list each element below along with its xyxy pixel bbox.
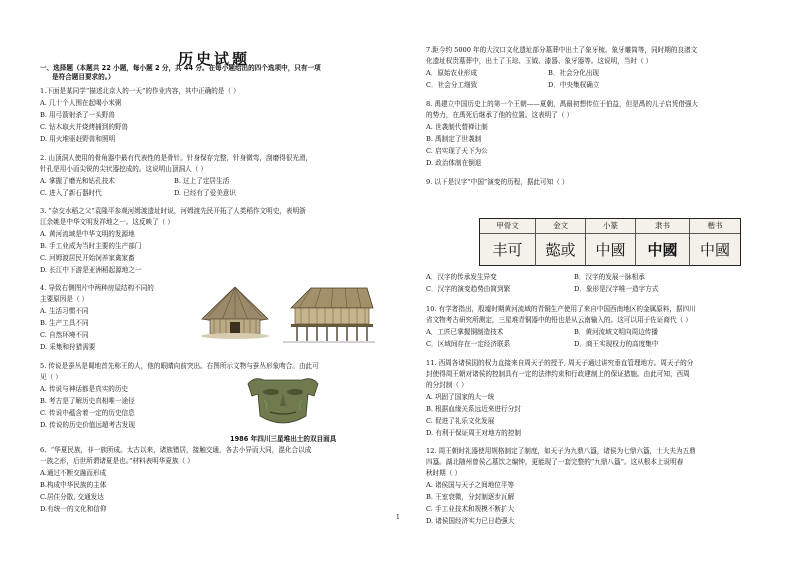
q11-option-d: D. 有利于保证周王对地方的控制 xyxy=(426,429,521,437)
q10-option-d: D．商王实现权力的高度集中 xyxy=(574,340,659,348)
q9-option-a: A．汉字的传承发生异变 xyxy=(426,273,497,281)
bronze-mask-image xyxy=(244,370,322,432)
q7-option-a: A．原始农业形成 xyxy=(426,69,477,77)
script-evolution-table xyxy=(479,218,741,266)
script-header-clerical: 隶书 xyxy=(636,219,690,233)
q6-option-d: D.有统一的文化和信仰 xyxy=(40,505,107,513)
script-glyph-clerical: 中國 xyxy=(636,233,690,266)
q3-option-b: B. 手工业成为当时主要的生产部门 xyxy=(40,242,142,250)
q5-option-a: A. 传说与神话都是真实的历史 xyxy=(40,385,129,393)
script-header-seal: 小篆 xyxy=(586,219,636,233)
q4-stem-line2: 主要原因是（ ） xyxy=(40,295,89,303)
q9-option-c: C．汉字的演变趋势由简到繁 xyxy=(426,285,511,293)
q8-option-a: A. 世袭制代替禅让制 xyxy=(426,123,488,131)
q2-option-b: B. 过上了定居生活 xyxy=(174,177,230,185)
page-title: 历史试题 xyxy=(178,50,251,68)
q2-option-c: C. 进入了新石器时代 xyxy=(40,189,102,197)
q12-option-c: C. 手工业技术和规模不断扩大 xyxy=(426,505,515,513)
script-glyph-seal: 中國 xyxy=(586,233,636,266)
round-hut-image xyxy=(196,285,274,341)
q1-option-b: B. 用弓箭射杀了一头野兽 xyxy=(40,111,115,119)
q11-option-b: B. 根据血缘关系远近来进行分封 xyxy=(426,405,521,413)
q10-option-c: C．区域间存在一定经济联系 xyxy=(426,340,511,348)
q8-stem-line1: 8. 禹建立中国历史上的第一个王朝——夏朝，禹最初想传位于伯益，但是禹的儿子启凭借强大 xyxy=(426,100,699,108)
q9-option-b: B．汉字的发展一脉相承 xyxy=(574,273,645,281)
q12-option-d: D. 诸侯国经济实力已日趋强大 xyxy=(426,517,515,525)
q8-option-d: D. 政治体制在倒退 xyxy=(426,159,482,167)
script-glyph-oracle: 丰可 xyxy=(480,233,536,266)
section-heading-line2: 是符合题目要求的。） xyxy=(52,73,115,81)
q6-option-c: C.居住分散, 交通发达 xyxy=(40,493,104,501)
q9-option-d: D．象形是汉字唯一造字方式 xyxy=(574,285,659,293)
q6-stem-line2: 一族之形，后世所谓诸夏是也。”材料表明华夏族（ ） xyxy=(40,457,194,465)
q11-option-a: A. 巩固了国家的大一统 xyxy=(426,393,495,401)
q10-stem-line1: 10. 有学者指出，殷墟时期黄河流域的青铜生产使用了来自中国西南地区的金属原料，据四川 xyxy=(426,305,696,313)
q4-option-a: A. 生活习惯不同 xyxy=(40,307,89,315)
q11-stem-line2: 封使得周王朝对诸侯的控制具有一定的法律约束和行政建制上的保证措施。由此可知，西周 xyxy=(426,370,690,378)
q4-option-c: C. 自然环境不同 xyxy=(40,331,89,339)
q3-stem-line1: 3. “杂交水稻之父”袁隆平参观河姆渡遗址时说，河姆渡先民开拓了人类稻作文明史，表明浙 xyxy=(40,207,306,215)
q7-option-b: B．社会分化出现 xyxy=(548,69,600,77)
section-heading-line1: 一、选择题（本题共 22 小题，每小题 2 分，共 44 分。在每小题给出的四个选项中，只有一项 xyxy=(40,64,321,72)
q6-option-a: A.通过不断交融而形成 xyxy=(40,469,107,477)
q4-option-b: B. 生产工具不同 xyxy=(40,319,89,327)
q10-option-b: B．黄河流域文明向周边传播 xyxy=(574,328,658,336)
q12-option-b: B. 王室衰微，分封制逐步瓦解 xyxy=(426,493,515,501)
q7-option-c: C．社会分工细致 xyxy=(426,81,478,89)
q10-stem-line2: 省文物考古研究所测定，三星堆青铜器中的铅也是从云南输入的。这可以用于佐证商代（ ） xyxy=(426,316,692,324)
q8-option-c: C. 启实现了天下为公 xyxy=(426,147,488,155)
q3-option-a: A. 黄河流域是中华文明的发源地 xyxy=(40,230,135,238)
q1-option-d: D. 用火堆驱赶野兽和照明 xyxy=(40,135,116,143)
q9-stem: 9. 以下是汉字“中国”演变的历程，据此可知（ ） xyxy=(426,178,569,186)
q3-stem-line2: 江余姚是中华文明发祥地之一。这反映了（ ） xyxy=(40,218,174,226)
q7-option-d: D．中央集权确立 xyxy=(548,81,600,89)
q8-stem-line2: 的势力，在禹死后继承了他的位置。这表明了（ ） xyxy=(426,111,574,119)
q4-option-d: D. 采集和狩猎需要 xyxy=(40,343,96,351)
q6-stem-line1: 6、“华夏民族，非一族所成。太古以来，诸族错居，接触交通，各去小异而大同，混化合以成 xyxy=(40,446,312,454)
q5-option-b: B. 考古是了解历史真相唯一途径 xyxy=(40,397,135,405)
q1-option-c: C. 钻木取火并烧烤捕到的野兽 xyxy=(40,123,129,131)
q5-option-d: D. 传说的历史价值远超考古发现 xyxy=(40,421,135,429)
q5-stem-line2: 见（ ） xyxy=(40,373,62,381)
q5-option-c: C. 传说中蕴含着一定的历史信息 xyxy=(40,409,135,417)
page-number: 1 xyxy=(396,514,400,521)
q4-stem-line1: 4. 导致右侧图片中两种房屋结构不同的 xyxy=(40,284,154,292)
q3-option-d: D. 长江中下游是亚洲稻起源地之一 xyxy=(40,266,142,274)
q12-stem-line2: 四簋。湖北随州曾侯乙墓饮之编钟，更能现了一套完整的“九鼎八簋”。这从根本上说明春 xyxy=(426,458,684,466)
q11-stem-line3: 的分封制（ ） xyxy=(426,381,468,389)
q2-option-a: A. 掌握了磨光和钻孔技术 xyxy=(40,177,115,185)
q8-option-b: B. 禹制定了世袭制 xyxy=(426,135,482,143)
q11-stem-line1: 11. 西周各诸侯国的权力直接来自周天子的授予, 周天子通过讲究垂直管理地方。周天子的分 xyxy=(426,359,694,367)
script-header-bronze: 金文 xyxy=(536,219,586,233)
q12-option-a: A. 诸侯国与天子之间地位平等 xyxy=(426,481,515,489)
q2-stem-line2: 针孔是用小而尖锐的尖状器挖成的。这说明山顶洞人（ ） xyxy=(40,165,207,173)
q12-stem-line1: 12. 周王朝时礼器使用规格制定了制度，如天子为九鼎八簋，诸侯为七鼎六簋，士大夫为五鼎 xyxy=(426,447,696,455)
stilt-house-image xyxy=(281,284,377,344)
script-glyph-bronze: 㦤或 xyxy=(536,233,586,266)
script-header-regular: 楷书 xyxy=(707,221,723,230)
q11-option-c: C. 促进了礼乐文化发展 xyxy=(426,417,495,425)
script-glyph-regular: 中國 xyxy=(690,233,740,266)
q2-stem-line1: 2. 山顶洞人使用的骨角器中最有代表性的是骨针。针身保存完整，针身微弯，刮磨得很光滑， xyxy=(40,154,313,162)
mask-caption: 1986 年四川三星堆出土的双目面具 xyxy=(230,435,337,443)
q7-stem-line2: 化遗址权贵墓葬中，出土了玉琮、玉钺、漆器、象牙器等。这说明，当时（ ） xyxy=(426,57,653,65)
q1-option-a: A. 几十个人围在起喝小米粥 xyxy=(40,99,122,107)
q5-stem-line1: 5. 传说是蚕丛是蜀地首先称王的人，他的眼睛向前突出。右图所示文物与蚕丛形象吻合。由此可 xyxy=(40,362,319,370)
q3-option-c: C. 河姆渡居民开始饲养家禽家畜 xyxy=(40,254,135,262)
script-header-oracle: 甲骨文 xyxy=(480,219,536,233)
q2-option-d: D. 已经有了爱美意识 xyxy=(174,189,236,197)
q1-stem: 1.下面是某同学“描述北京人的一天”的作业内容，其中正确的是（ ） xyxy=(40,87,240,95)
q12-stem-line3: 秋时期（ ） xyxy=(426,469,462,477)
q7-stem-line1: 7.距今约 5000 年的大汶口文化遗址部分墓葬中出土了象牙梳、象牙雕筒等，同时期的良渚文 xyxy=(426,46,698,54)
q6-option-b: B.构成中华民族的主体 xyxy=(40,481,107,489)
q10-option-a: A．工匠已掌握铜制造技术 xyxy=(426,328,504,336)
